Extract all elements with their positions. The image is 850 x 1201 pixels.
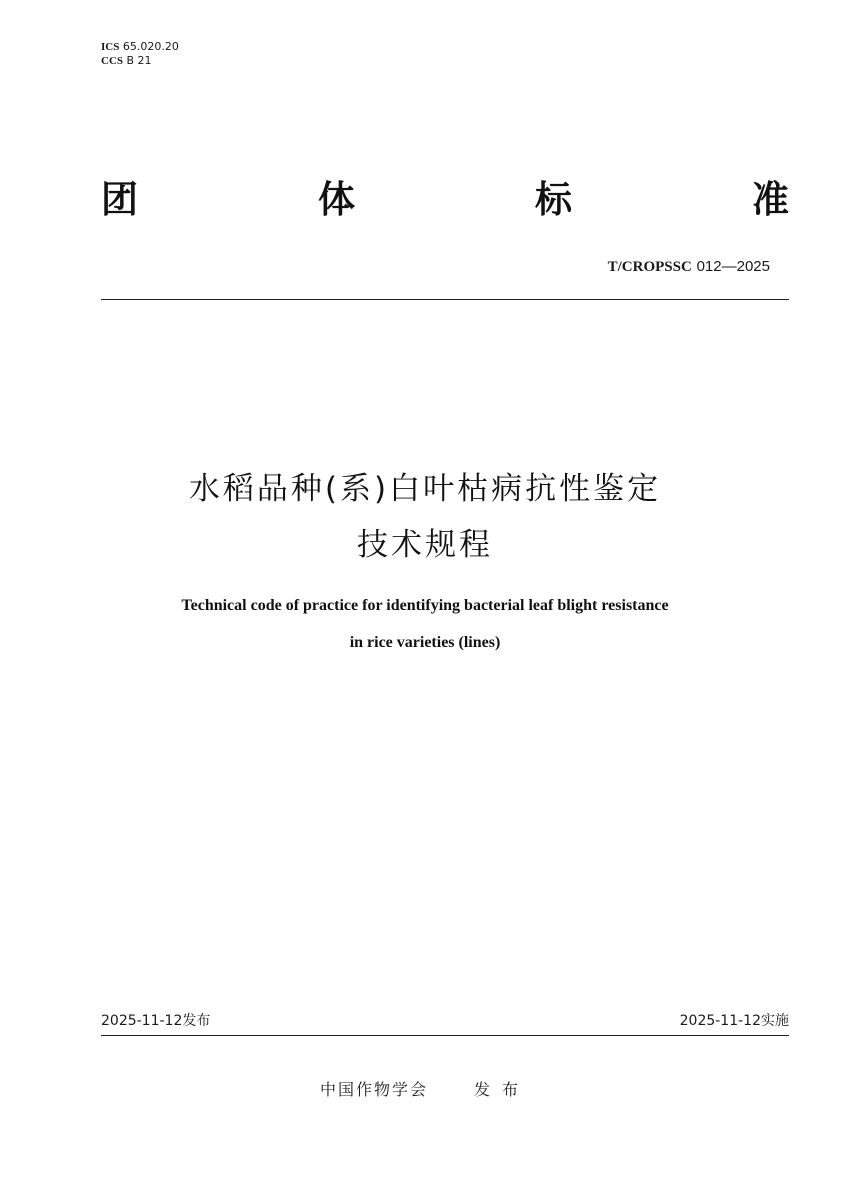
standard-type-char: 标 <box>535 178 572 221</box>
publisher-line <box>0 1079 850 1101</box>
publisher-organization: 中国作物学会 <box>319 1080 428 1099</box>
standard-type-char: 体 <box>318 178 355 221</box>
header-divider <box>101 299 789 300</box>
chinese-title-line-2: 技术规程 <box>357 527 493 563</box>
issue-date: 2025-11-12发布 <box>101 1013 211 1029</box>
publisher-action: 发布 <box>474 1080 531 1099</box>
ccs-value: B 21 <box>126 54 152 67</box>
standard-number-prefix: T/CROPSSC <box>607 259 692 275</box>
standard-type-char: 团 <box>101 178 138 221</box>
footer-divider <box>101 1035 789 1036</box>
classification-codes <box>101 40 179 68</box>
standard-number-suffix: 012—2025 <box>696 258 770 275</box>
ccs-code <box>101 54 179 68</box>
standard-type-char: 准 <box>752 178 789 221</box>
ics-label: ICS <box>101 41 120 53</box>
chinese-title-line-1: 水稻品种(系)白叶枯病抗性鉴定 <box>188 471 662 507</box>
english-title-line-1: Technical code of practice for identifying bacterial leaf blight resistance <box>181 597 669 614</box>
ics-code <box>101 40 179 54</box>
standard-number <box>608 256 770 277</box>
ccs-label: CCS <box>101 55 124 67</box>
english-title-line-2: in rice varieties (lines) <box>349 634 501 651</box>
ics-value: 65.020.20 <box>122 40 179 53</box>
implementation-date: 2025-11-12实施 <box>679 1013 789 1029</box>
standard-type-heading <box>101 176 789 224</box>
